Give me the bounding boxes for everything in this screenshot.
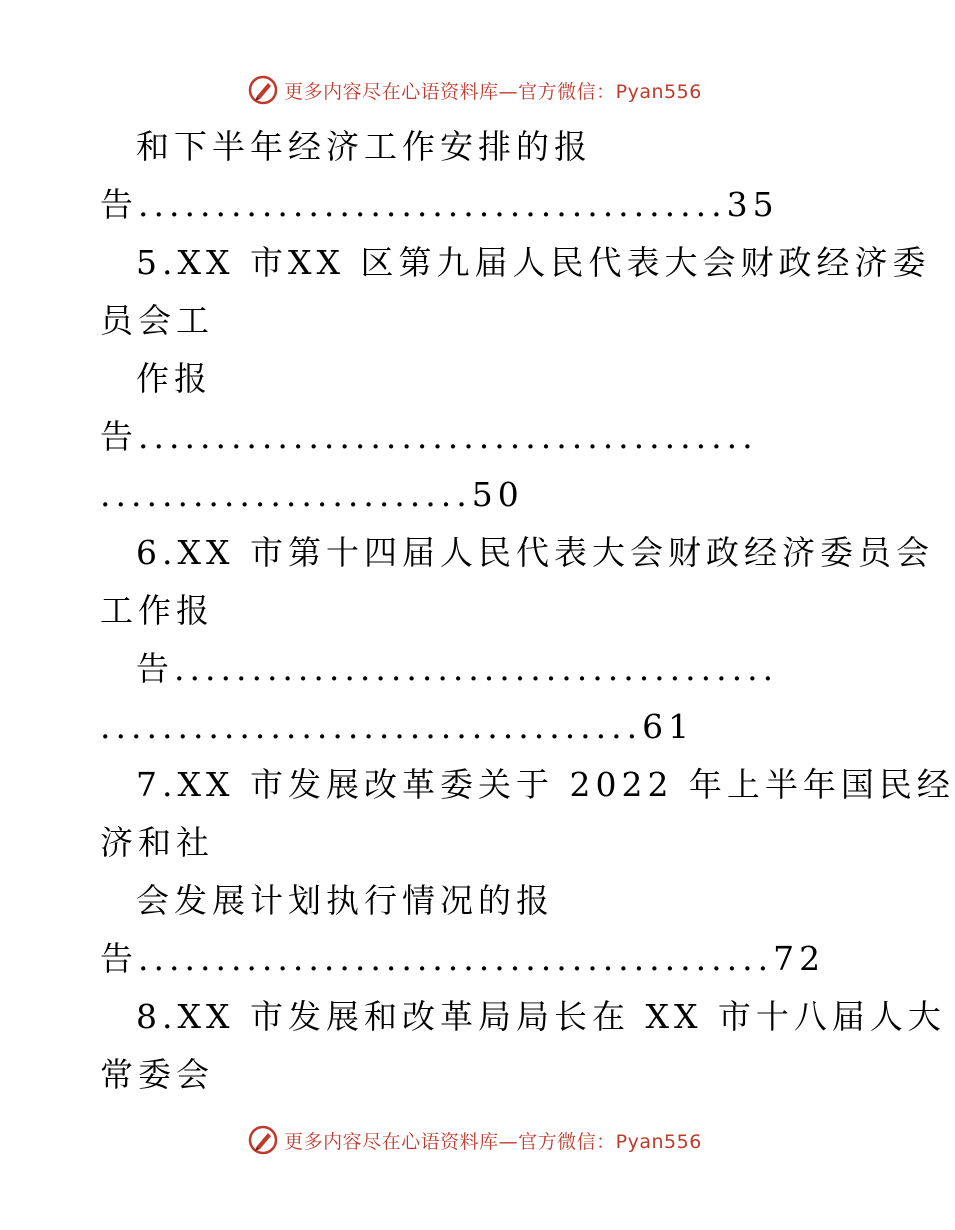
header-watermark [0, 70, 950, 110]
table-of-contents [100, 118, 955, 1104]
toc-line: 济和社 [100, 823, 214, 862]
toc-line: 员会工 [100, 301, 214, 340]
toc-line: 会发展计划执行情况的报 [136, 881, 554, 920]
pen-logo-icon [248, 75, 278, 105]
toc-line: 告....................................... [136, 649, 779, 688]
pen-logo-icon [248, 1125, 278, 1155]
toc-line: 作报 [136, 359, 212, 398]
toc-line: 告.........................................72 [100, 939, 826, 978]
toc-line: 6.XX 市第十四届人民代表大会财政经济委员会 [136, 533, 934, 572]
watermark-text: 更多内容尽在心语资料库—官方微信：Pyan556 [284, 1130, 702, 1153]
toc-line: 工作报 [100, 591, 214, 630]
toc-line: 7.XX 市发展改革委关于 2022 年上半年国民经 [136, 765, 955, 804]
watermark-text: 更多内容尽在心语资料库—官方微信：Pyan556 [284, 80, 702, 103]
toc-line: 告........................................ [100, 417, 758, 456]
toc-line: ...................................61 [100, 707, 695, 746]
footer-watermark [0, 1120, 950, 1160]
toc-line: ........................50 [100, 475, 524, 514]
toc-line: 常委会 [100, 1055, 214, 1094]
toc-line: 8.XX 市发展和改革局局长在 XX 市十八届人大 [136, 997, 946, 1036]
toc-line: 5.XX 市XX 区第九届人民代表大会财政经济委 [136, 243, 931, 282]
toc-line: 和下半年经济工作安排的报 [136, 127, 592, 166]
toc-line: 告......................................35 [100, 185, 779, 224]
